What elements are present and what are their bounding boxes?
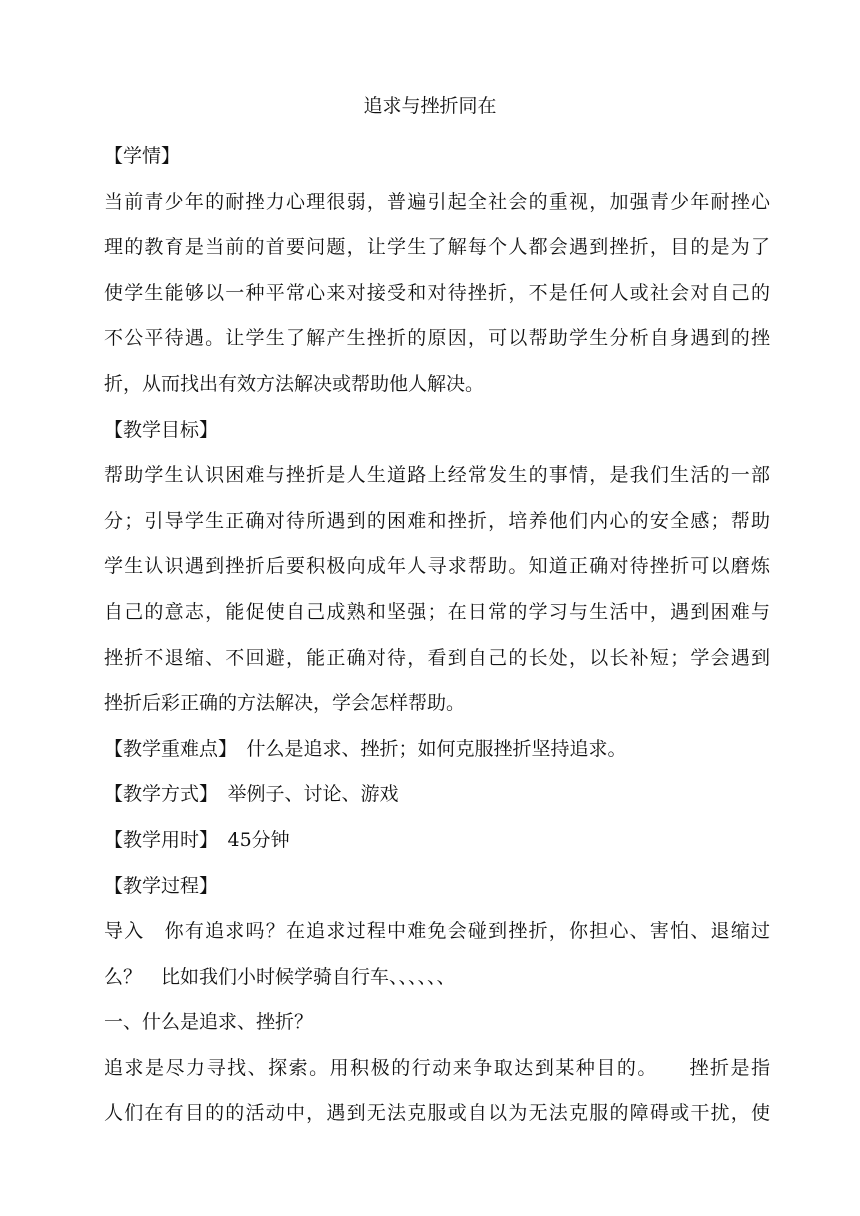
body-line: 学生认识遇到挫折后要积极向成年人寻求帮助。知道正确对待挫折可以磨炼: [104, 555, 770, 578]
body-line: 帮助学生认识困难与挫折是人生道路上经常发生的事情，是我们生活的一部: [104, 464, 770, 487]
body-line: 人们在有目的的活动中，遇到无法克服或自以为无法克服的障碍或干扰，使: [104, 1102, 770, 1125]
document-title: 追求与挫折同在: [363, 95, 497, 117]
subsection-heading: 一、什么是追求、挫折？: [104, 1011, 314, 1034]
key-points-line: 【教学重难点】 什么是追求、挫折；如何克服挫折坚持追求。: [104, 737, 627, 760]
teaching-method-line: 【教学方式】 举例子、讨论、游戏: [104, 783, 399, 806]
body-line: 折，从而找出有效方法解决或帮助他人解决。: [104, 372, 485, 395]
section-heading-xueqing: 【学情】: [104, 145, 181, 167]
body-line: 当前青少年的耐挫力心理很弱，普遍引起全社会的重视，加强青少年耐挫心: [104, 190, 770, 213]
body-line: 分；引导学生正确对待所遇到的困难和挫折，培养他们内心的安全感；帮助: [104, 509, 770, 532]
body-line: 挫折后彩正确的方法解决，学会怎样帮助。: [104, 692, 466, 715]
body-line: 追求是尽力寻找、探索。用积极的行动来争取达到某种目的。 挫折是指: [104, 1056, 770, 1079]
body-line: 使学生能够以一种平常心来对接受和对待挫折，不是任何人或社会对自己的: [104, 281, 770, 304]
body-line: 理的教育是当前的首要问题，让学生了解每个人都会遇到挫折，目的是为了: [104, 236, 770, 259]
body-line: 么？ 比如我们小时候学骑自行车、、、、、、: [104, 965, 456, 988]
section-heading-objectives: 【教学目标】: [104, 418, 219, 441]
document-body: [104, 134, 770, 1137]
body-line: 挫折不退缩、不回避，能正确对待，看到自己的长处，以长补短；学会遇到: [104, 646, 770, 669]
body-line: 自己的意志，能促使自己成熟和坚强；在日常的学习与生活中，遇到困难与: [104, 600, 770, 623]
section-heading-process: 【教学过程】: [104, 874, 219, 897]
body-line: 导入 你有追求吗？在追求过程中难免会碰到挫折，你担心、害怕、退缩过: [104, 920, 770, 943]
teaching-time-line: 【教学用时】 45分钟: [104, 828, 290, 851]
body-line: 不公平待遇。让学生了解产生挫折的原因，可以帮助学生分析自身遇到的挫: [104, 327, 770, 350]
